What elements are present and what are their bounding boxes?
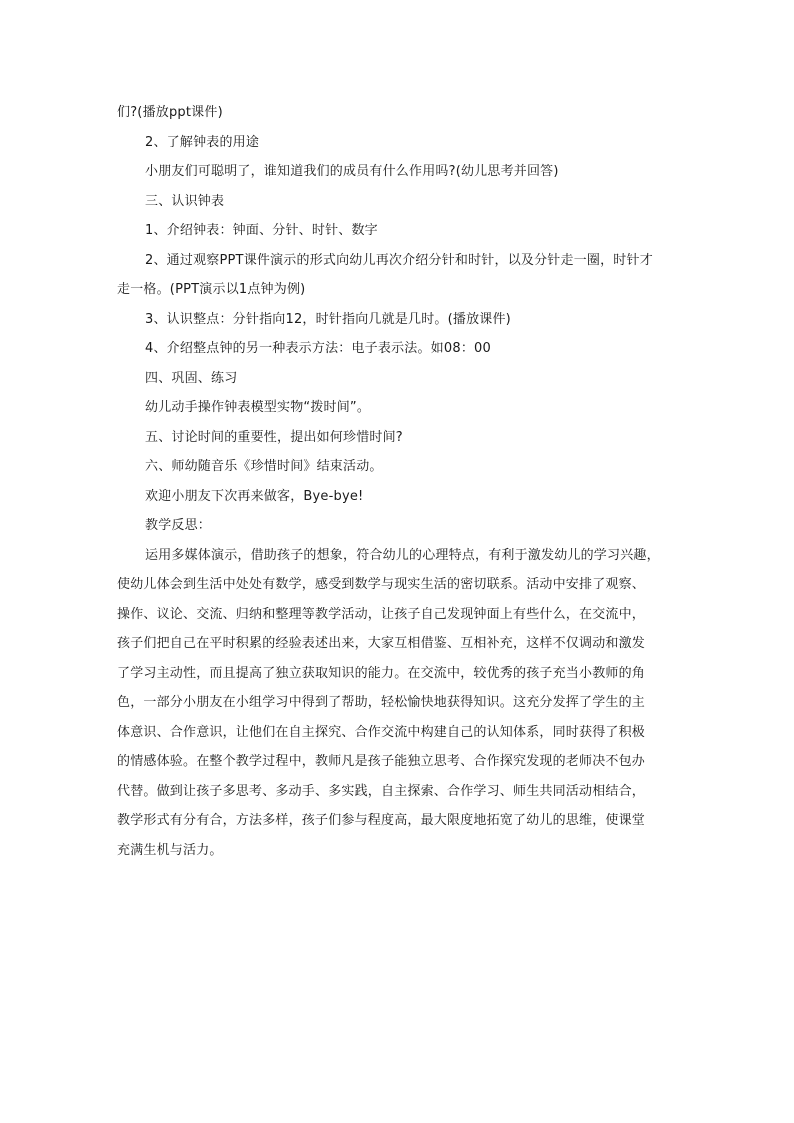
text-line: 们?(播放ppt课件) <box>117 105 223 120</box>
text-line: 2、了解钟表的用途 <box>145 134 260 150</box>
reflection-heading: 教学反思： <box>145 518 212 533</box>
text-line: 2、通过观察PPT课件演示的形式向幼儿再次介绍分针和时针，以及分针走一圈，时针才 <box>145 252 653 268</box>
paragraph-line: 孩子们把自己在平时积累的经验表述出来，大家互相借鉴、互相补充，这样不仅调动和激发 <box>117 636 646 651</box>
paragraph-line: 色，一部分小朋友在小组学习中得到了帮助，轻松愉快地获得知识。这充分发挥了学生的主 <box>117 695 646 710</box>
section-heading: 六、师幼随音乐《珍惜时间》结束活动。 <box>145 459 383 474</box>
section-heading: 五、讨论时间的重要性，提出如何珍惜时间? <box>145 429 403 445</box>
paragraph-line: 代替。做到让孩子多思考、多动手、多实践，自主探索、合作学习、师生共同活动相结合， <box>117 783 646 799</box>
text-line: 1、介绍钟表：钟面、分针、时针、数字 <box>145 223 378 238</box>
paragraph-line: 使幼儿体会到生活中处处有数学，感受到数学与现实生活的密切联系。活动中安排了观察、 <box>117 577 646 592</box>
text-line: 3、认识整点：分针指向12，时针指向几就是几时。(播放课件) <box>145 311 511 327</box>
paragraph-line: 教学形式有分有合，方法多样，孩子们参与程度高，最大限度地拓宽了幼儿的思维，使课堂 <box>117 813 646 828</box>
section-heading: 四、巩固、练习 <box>145 370 238 386</box>
paragraph-line: 运用多媒体演示，借助孩子的想象，符合幼儿的心理特点，有利于激发幼儿的学习兴趣， <box>145 547 660 563</box>
reflection-paragraph <box>117 541 679 866</box>
text-line: 幼儿动手操作钟表模型实物“拨时间”。 <box>145 400 371 415</box>
text-line: 欢迎小朋友下次再来做客，Bye-bye! <box>145 488 364 504</box>
text-line: 4、介绍整点钟的另一种表示方法：电子表示法。如08：00 <box>145 341 491 356</box>
paragraph-line: 体意识、合作意识，让他们在自主探究、合作交流中构建自己的认知体系，同时获得了积极 <box>117 724 646 740</box>
paragraph-line: 了学习主动性，而且提高了独立获取知识的能力。在交流中，较优秀的孩子充当小教师的角 <box>117 665 646 681</box>
paragraph-line: 操作、议论、交流、归纳和整理等教学活动，让孩子自己发现钟面上有些什么，在交流中， <box>117 606 646 622</box>
text-line: 小朋友们可聪明了，谁知道我们的成员有什么作用吗?(幼儿思考并回答) <box>145 164 559 179</box>
section-heading: 三、认识钟表 <box>145 193 225 209</box>
paragraph-line: 的情感体验。在整个教学过程中，教师凡是孩子能独立思考、合作探究发现的老师决不包办 <box>117 754 646 769</box>
paragraph-line: 充满生机与活力。 <box>117 842 223 858</box>
text-line: 走一格。(PPT演示以1点钟为例) <box>117 282 306 297</box>
document-body <box>117 98 679 865</box>
